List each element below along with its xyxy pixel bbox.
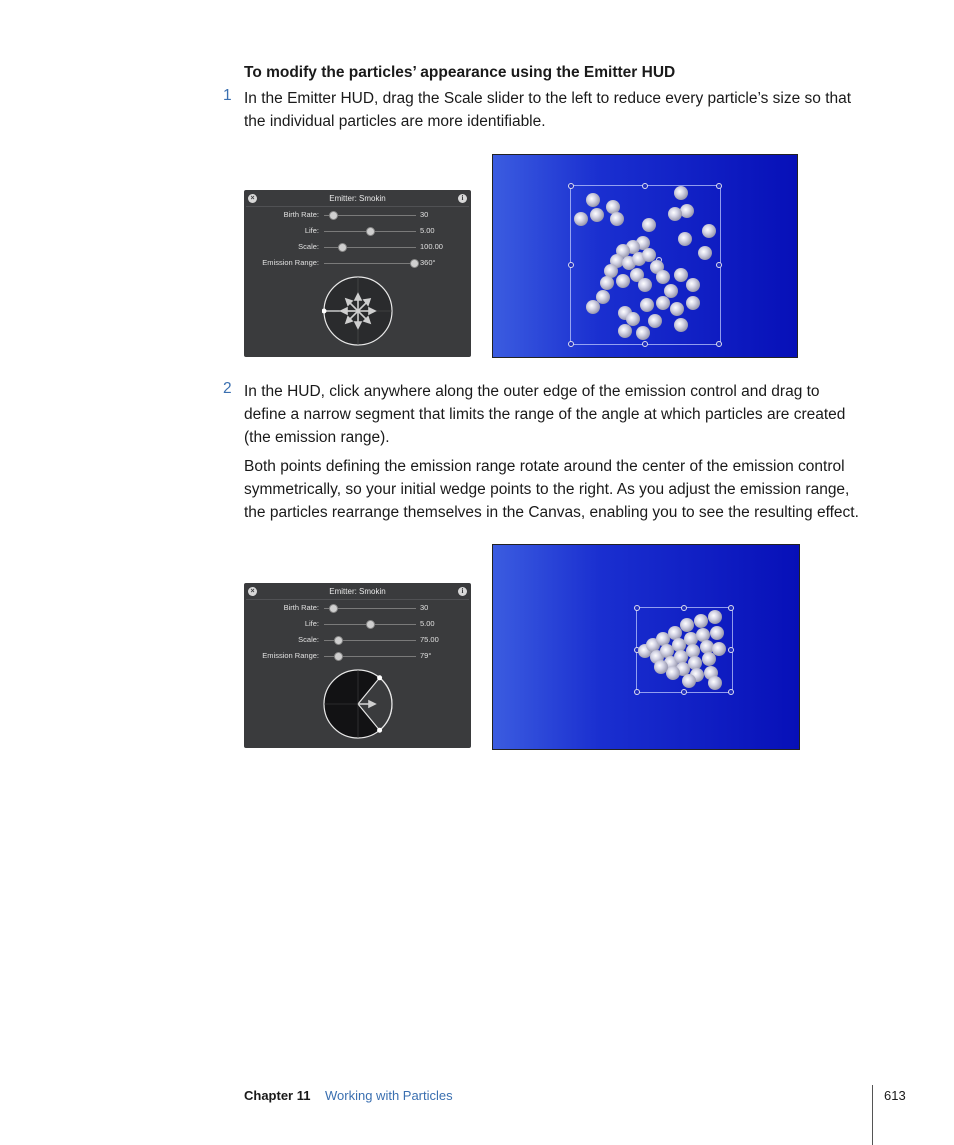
transform-handle[interactable]	[681, 605, 687, 611]
particle	[590, 208, 604, 222]
birth-rate-knob[interactable]	[329, 211, 338, 220]
emission-range-slider[interactable]	[324, 263, 416, 264]
hud-divider	[246, 206, 469, 207]
birth-rate-knob[interactable]	[329, 604, 338, 613]
close-icon[interactable]: ×	[248, 194, 257, 203]
scale-value[interactable]: 100.00	[420, 242, 443, 251]
particle	[678, 232, 692, 246]
particle	[640, 298, 654, 312]
step-1-text	[244, 87, 884, 133]
particle	[680, 618, 694, 632]
step-2-line-2: define a narrow segment that limits the range of the angle at which particles are created	[244, 406, 846, 423]
particle	[656, 270, 670, 284]
transform-handle[interactable]	[728, 689, 734, 695]
emission-range-knob[interactable]	[410, 259, 419, 268]
step-1-line-1: In the Emitter HUD, drag the Scale slider to the left to reduce every particle’s size so that	[244, 90, 852, 107]
scale-label: Scale:	[298, 635, 319, 644]
transform-handle[interactable]	[642, 341, 648, 347]
life-label: Life:	[304, 619, 319, 628]
particle	[712, 642, 726, 656]
footer-chapter: Chapter 11	[244, 1088, 311, 1103]
transform-handle[interactable]	[716, 341, 722, 347]
transform-handle[interactable]	[568, 341, 574, 347]
transform-handle[interactable]	[568, 262, 574, 268]
particle	[674, 318, 688, 332]
emission-control-dial[interactable]	[322, 275, 394, 347]
life-slider[interactable]	[324, 231, 416, 232]
transform-handle[interactable]	[681, 689, 687, 695]
particle	[702, 224, 716, 238]
transform-handle[interactable]	[634, 605, 640, 611]
transform-handle[interactable]	[634, 689, 640, 695]
birth-rate-value[interactable]: 30	[420, 603, 429, 612]
life-knob[interactable]	[366, 620, 375, 629]
canvas-preview-1[interactable]	[492, 154, 798, 358]
scale-knob[interactable]	[334, 636, 343, 645]
particle	[666, 666, 680, 680]
life-value[interactable]: 5.00	[420, 226, 435, 235]
particle	[636, 326, 650, 340]
explanation-line-2: symmetrically, so your initial wedge points to the right. As you adjust the emission range,	[244, 481, 850, 498]
particle	[674, 268, 688, 282]
particle	[656, 296, 670, 310]
transform-handle[interactable]	[728, 647, 734, 653]
explanation-line-1: Both points defining the emission range rotate around the center of the emission control	[244, 458, 845, 475]
hud-divider	[246, 599, 469, 600]
particle	[694, 614, 708, 628]
scale-slider[interactable]	[324, 640, 416, 641]
emission-range-label: Emission Range:	[262, 258, 319, 267]
particle	[642, 218, 656, 232]
scale-slider[interactable]	[324, 247, 416, 248]
particle	[710, 626, 724, 640]
emitter-hud-2	[244, 583, 471, 748]
particle	[686, 296, 700, 310]
emission-range-slider[interactable]	[324, 656, 416, 657]
emission-range-value[interactable]: 360°	[420, 258, 436, 267]
particle	[708, 676, 722, 690]
particle	[618, 324, 632, 338]
particle	[586, 300, 600, 314]
particle	[600, 276, 614, 290]
particle	[668, 207, 682, 221]
info-icon[interactable]: i	[458, 194, 467, 203]
particle	[686, 278, 700, 292]
particle	[616, 274, 630, 288]
particle	[674, 186, 688, 200]
scale-value[interactable]: 75.00	[420, 635, 439, 644]
footer-chapter-title[interactable]: Working with Particles	[325, 1088, 453, 1103]
emission-range-label: Emission Range:	[262, 651, 319, 660]
birth-rate-label: Birth Rate:	[283, 603, 319, 612]
explanation-paragraph	[244, 455, 884, 524]
step-2-text	[244, 380, 884, 449]
birth-rate-label: Birth Rate:	[283, 210, 319, 219]
hud-title: Emitter: Smokin	[329, 194, 386, 203]
step-1-number: 1	[223, 87, 232, 104]
step-1-line-2: the individual particles are more identifiable.	[244, 113, 546, 130]
close-icon[interactable]: ×	[248, 587, 257, 596]
footer-divider	[872, 1085, 873, 1145]
transform-handle[interactable]	[716, 183, 722, 189]
particle	[680, 204, 694, 218]
life-value[interactable]: 5.00	[420, 619, 435, 628]
emission-range-value[interactable]: 79°	[420, 651, 432, 660]
emission-control-dial[interactable]	[322, 668, 394, 740]
particle	[708, 610, 722, 624]
hud-title: Emitter: Smokin	[329, 587, 386, 596]
particle	[610, 212, 624, 226]
info-icon[interactable]: i	[458, 587, 467, 596]
transform-handle[interactable]	[568, 183, 574, 189]
page-number: 613	[884, 1088, 906, 1103]
particle	[638, 278, 652, 292]
procedure-heading: To modify the particles’ appearance using the Emitter HUD	[244, 64, 676, 81]
step-2-line-3: (the emission range).	[244, 429, 390, 446]
step-2-line-1: In the HUD, click anywhere along the outer edge of the emission control and drag to	[244, 383, 820, 400]
particle	[682, 674, 696, 688]
life-knob[interactable]	[366, 227, 375, 236]
particle	[698, 246, 712, 260]
particle	[586, 193, 600, 207]
birth-rate-value[interactable]: 30	[420, 210, 429, 219]
explanation-line-3: the particles rearrange themselves in the Canvas, enabling you to see the resulting effect.	[244, 504, 859, 521]
particle	[648, 314, 662, 328]
step-2-number: 2	[223, 380, 232, 397]
particle	[654, 660, 668, 674]
life-slider[interactable]	[324, 624, 416, 625]
birth-rate-slider[interactable]	[324, 608, 416, 609]
emission-range-knob[interactable]	[334, 652, 343, 661]
birth-rate-slider[interactable]	[324, 215, 416, 216]
transform-handle[interactable]	[716, 262, 722, 268]
transform-handle[interactable]	[728, 605, 734, 611]
emitter-hud-1	[244, 190, 471, 357]
scale-knob[interactable]	[338, 243, 347, 252]
scale-label: Scale:	[298, 242, 319, 251]
transform-handle[interactable]	[642, 183, 648, 189]
particle	[670, 302, 684, 316]
particle	[574, 212, 588, 226]
canvas-preview-2[interactable]	[492, 544, 800, 750]
life-label: Life:	[304, 226, 319, 235]
